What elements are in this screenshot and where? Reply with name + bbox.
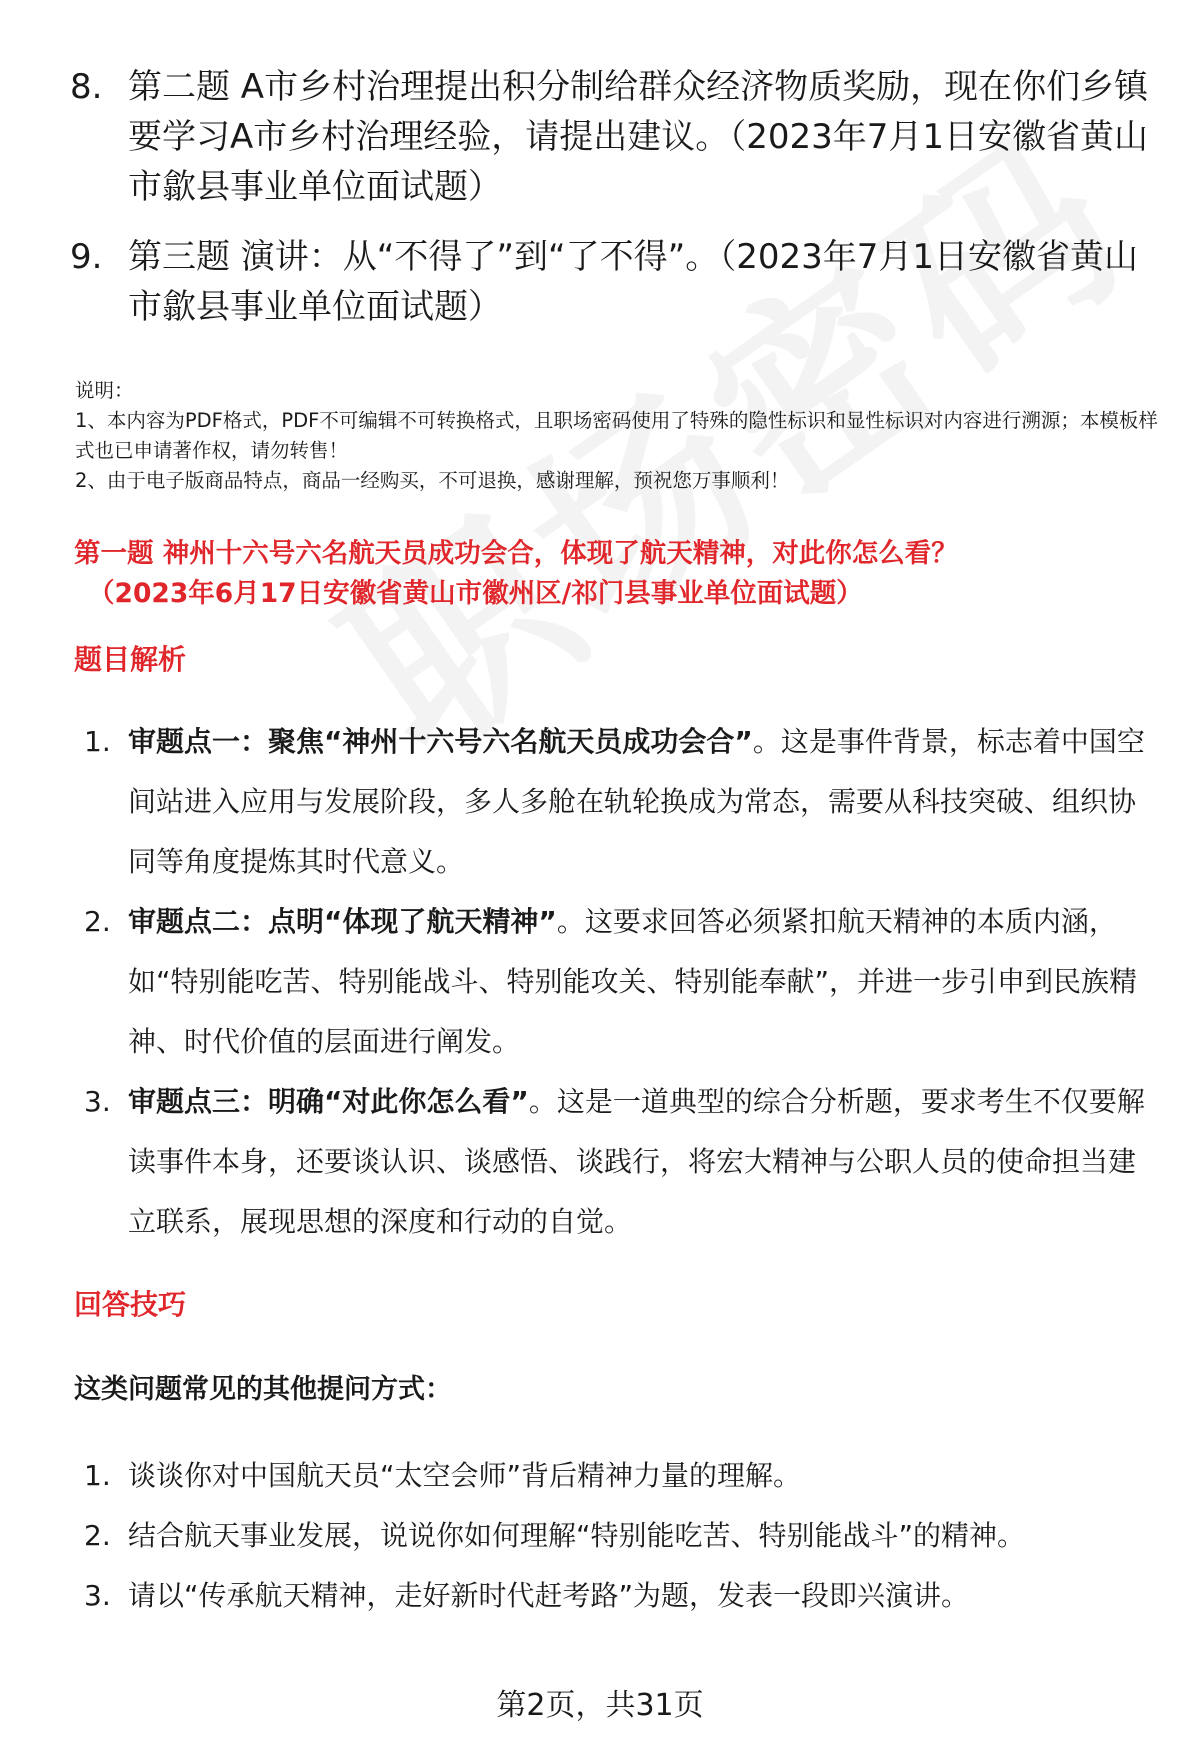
question-text: 第二题 A市乡村治理提出积分制给群众经济物质奖励，现在你们乡镇要学习A市乡村治理经验，请提出建议。（2023年7月1日安徽省黄山市歙县事业单位面试题） [128,67,1149,207]
tips-item-2 [84,1506,1154,1566]
analysis-item-2 [84,892,1154,1072]
notes-line-1: 1、本内容为PDF格式，PDF不可编辑不可转换格式，且职场密码使用了特殊的隐性标识和显性标识对内容进行溯源；本模板样式也已申请著作权，请勿转售！ [75,409,1158,462]
tips-heading: 回答技巧 [74,1288,187,1321]
question-number: 9. [70,237,103,277]
tips-list [84,1446,1154,1626]
question-title [74,534,1164,614]
item-body: 。这要求回答必须紧扣航天精神的本质内涵，如“特别能吃苦、特别能战斗、特别能攻关、特别能奉献”，并进一步引申到民族精神、时代价值的层面进行阐发。 [128,905,1138,1058]
item-number: 1. [84,725,111,758]
page-number: 第2页，共31页 [496,1688,704,1723]
analysis-item-3 [84,1072,1154,1252]
item-text: 请以“传承航天精神，走好新时代赶考路”为题，发表一段即兴演讲。 [128,1579,970,1612]
item-number: 2. [84,1519,111,1552]
analysis-heading: 题目解析 [74,643,187,676]
analysis-list [84,712,1154,1252]
analysis-item-1 [84,712,1154,892]
tips-item-3 [84,1566,1154,1626]
item-body: 。这是事件背景，标志着中国空间站进入应用与发展阶段，多人多舱在轨轮换成为常态，需要从科技突破、组织协同等角度提炼其时代意义。 [128,725,1145,878]
question-text: 第三题 演讲：从“不得了”到“了不得”。（2023年7月1日安徽省黄山市歙县事业单位面试题） [128,237,1139,327]
item-bold-lead: 审题点一：聚焦“神州十六号六名航天员成功会合” [128,725,753,758]
item-bold-lead: 审题点二：点明“体现了航天精神” [128,905,557,938]
item-text: 谈谈你对中国航天员“太空会师”背后精神力量的理解。 [128,1459,802,1492]
question-number: 8. [70,67,103,107]
item-text: 结合航天事业发展，说说你如何理解“特别能吃苦、特别能战斗”的精神。 [128,1519,1026,1552]
previous-questions-list [70,62,1150,352]
item-text [128,1072,1154,1252]
question-title-line-2: （2023年6月17日安徽省黄山市徽州区/祁门县事业单位面试题） [88,578,863,609]
item-text [128,712,1154,892]
item-body: 。这是一道典型的综合分析题，要求考生不仅要解读事件本身，还要谈认识、谈感悟、谈践行，将宏大精神与公职人员的使命担当建立联系，展现思想的深度和行动的自觉。 [128,1085,1145,1238]
question-item-9 [70,232,1150,332]
notes-line-2: 2、由于电子版商品特点，商品一经购买，不可退换，感谢理解，预祝您万事顺利！ [75,469,790,492]
item-number: 3. [84,1579,111,1612]
item-text [128,892,1154,1072]
question-title-line-1: 第一题 神州十六号六名航天员成功会合，体现了航天精神，对此你怎么看？ [74,538,958,569]
item-bold-lead: 审题点三：明确“对此你怎么看” [128,1085,529,1118]
tips-item-1 [84,1446,1154,1506]
item-number: 3. [84,1085,111,1118]
notes-title: 说明： [75,379,134,402]
notes-block [75,376,1170,496]
tips-subheading: 这类问题常见的其他提问方式： [74,1374,452,1405]
question-item-8 [70,62,1150,212]
item-number: 1. [84,1459,111,1492]
item-number: 2. [84,905,111,938]
